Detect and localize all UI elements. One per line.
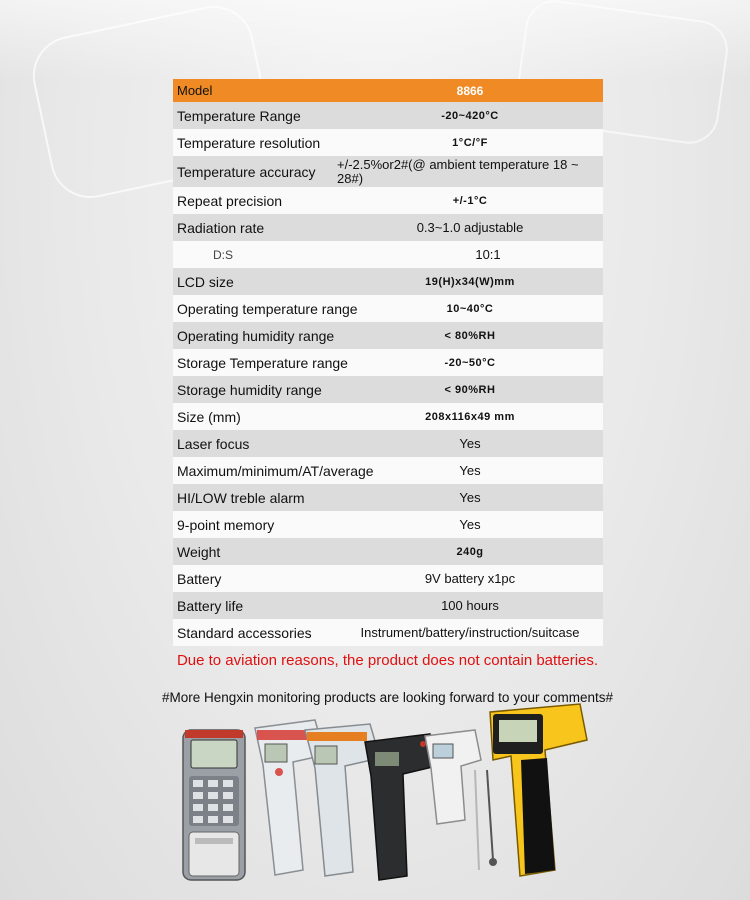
thermometer-white-small	[425, 730, 481, 870]
spec-value: -20~50°C	[444, 356, 496, 369]
spec-row	[173, 156, 603, 187]
spec-label: 9-point memory	[177, 516, 275, 533]
spec-value: 208x116x49 mm	[425, 410, 515, 423]
spec-value: 240g	[456, 545, 484, 558]
spec-header-label: Model	[177, 83, 213, 98]
spec-value: +/-2.5%or2#(@ ambient temperature 18 ~ 28#)	[337, 156, 579, 186]
spec-value: 9V battery x1pc	[424, 571, 516, 586]
spec-header-row	[173, 79, 603, 102]
spec-value: Yes	[459, 463, 481, 478]
spec-label: Weight	[177, 543, 221, 560]
spec-value: -20~420°C	[441, 109, 499, 122]
products-image	[175, 700, 595, 890]
spec-row	[173, 187, 603, 214]
thermometer-yellow	[487, 704, 587, 876]
more-products-note: #More Hengxin monitoring products are looking forward to your comments#	[162, 690, 613, 705]
spec-label: Temperature Range	[177, 107, 301, 124]
spec-row	[173, 102, 603, 129]
aviation-note: Due to aviation reasons, the product does not contain batteries.	[176, 652, 599, 669]
spec-value: 10:1	[475, 247, 501, 262]
data-logger-device	[183, 730, 245, 880]
thermometer-black	[365, 734, 437, 880]
spec-label: Maximum/minimum/AT/average	[177, 462, 374, 479]
spec-label: Temperature resolution	[177, 134, 321, 151]
spec-row	[173, 295, 603, 322]
spec-label: Operating temperature range	[177, 300, 358, 317]
spec-label: Temperature accuracy	[177, 163, 316, 180]
spec-label: D:S	[213, 247, 234, 262]
spec-value: 10~40°C	[446, 302, 494, 315]
spec-value: < 90%RH	[444, 383, 496, 396]
spec-row	[173, 129, 603, 156]
spec-label: Battery	[177, 570, 222, 587]
spec-row	[173, 349, 603, 376]
spec-value: +/-1°C	[452, 194, 488, 207]
spec-label: Standard accessories	[177, 624, 312, 641]
spec-row	[173, 538, 603, 565]
spec-label: Repeat precision	[177, 192, 283, 209]
spec-row	[173, 592, 603, 619]
spec-table	[173, 79, 603, 646]
spec-value: Yes	[459, 436, 481, 451]
spec-value: 100 hours	[441, 598, 499, 613]
spec-row	[173, 484, 603, 511]
spec-label: HI/LOW treble alarm	[177, 489, 305, 506]
spec-value: 19(H)x34(W)mm	[425, 275, 515, 288]
spec-row	[173, 376, 603, 403]
spec-label: Operating humidity range	[177, 327, 335, 344]
spec-label: LCD size	[177, 273, 234, 290]
spec-value: Yes	[459, 517, 481, 532]
spec-row	[173, 619, 603, 646]
spec-row	[173, 511, 603, 538]
spec-row	[173, 457, 603, 484]
spec-label: Storage Temperature range	[177, 354, 348, 371]
spec-label: Laser focus	[177, 435, 250, 452]
spec-value: 0.3~1.0 adjustable	[416, 220, 524, 235]
spec-label: Radiation rate	[177, 219, 265, 236]
spec-label: Storage humidity range	[177, 381, 322, 398]
spec-value: 1°C/°F	[452, 136, 488, 149]
spec-row	[173, 430, 603, 457]
spec-row	[173, 214, 603, 241]
spec-row	[173, 241, 603, 268]
spec-label: Battery life	[177, 597, 244, 614]
spec-value: Yes	[459, 490, 481, 505]
spec-row	[173, 322, 603, 349]
spec-row	[173, 268, 603, 295]
spec-row	[173, 403, 603, 430]
spec-header-value: 8866	[456, 83, 484, 98]
spec-value: Instrument/battery/instruction/suitcase	[360, 625, 580, 640]
spec-row	[173, 565, 603, 592]
background-highlight	[0, 0, 750, 80]
spec-label: Size (mm)	[177, 408, 241, 425]
spec-value: < 80%RH	[444, 329, 496, 342]
